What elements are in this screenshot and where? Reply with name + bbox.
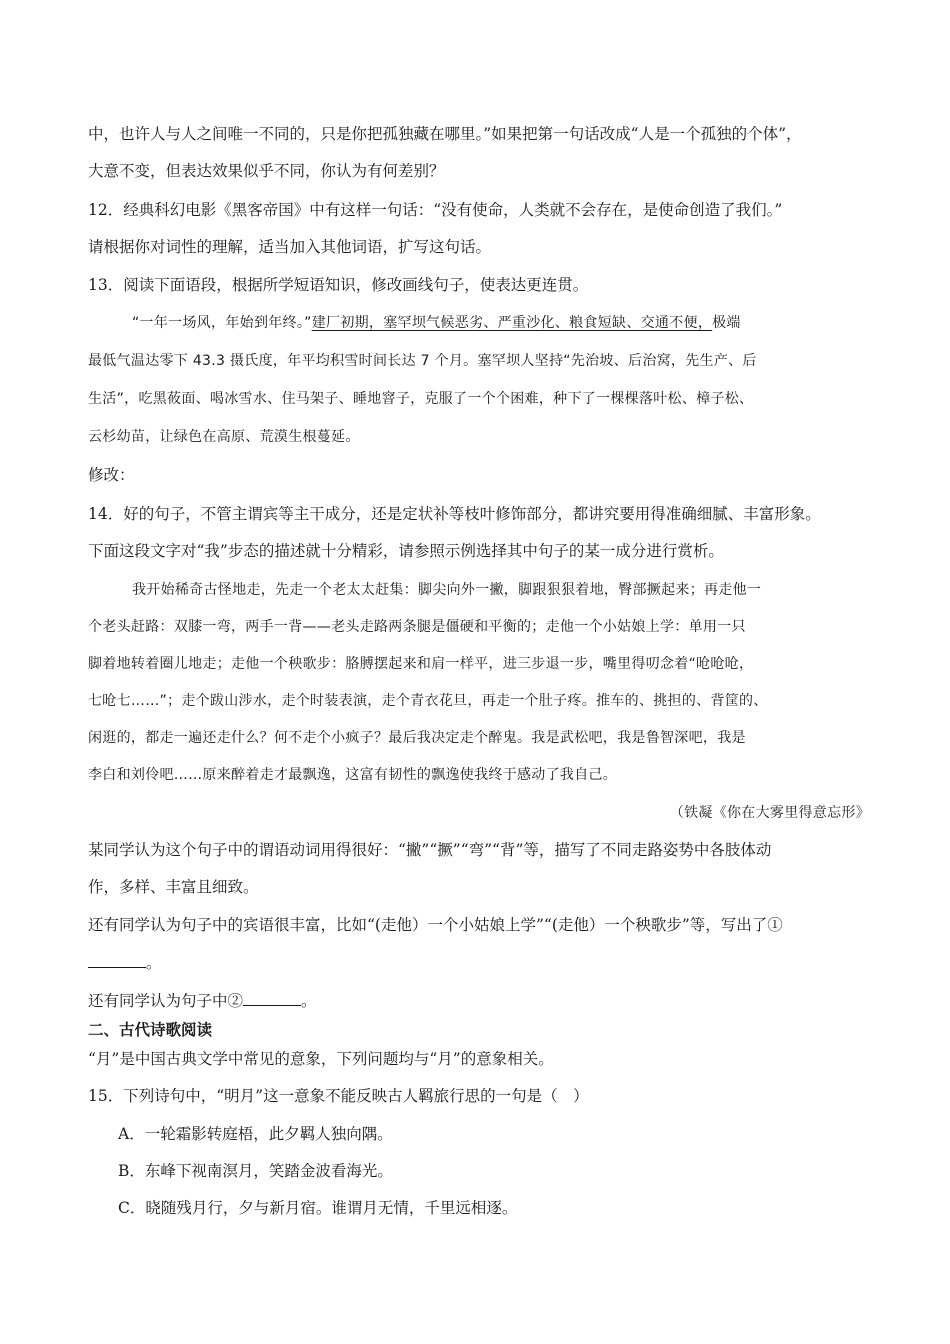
q14-passage-line-1: 我开始稀奇古怪地走，先走一个老太太赶集：脚尖向外一撇，脚跟狠狠着地，臀部撅起来；再走他一 <box>132 582 762 598</box>
q14-example-1-line-2: 作，多样、丰富且细致。 <box>88 878 259 896</box>
question-14-stem-2: 下面这段文字对“我”步态的描述就十分精彩，请参照示例选择其中句子的某一成分进行赏析。 <box>88 542 724 560</box>
example-3-prefix: 还有同学认为句子中② <box>88 992 244 1010</box>
q13-passage-tail: 极端 <box>712 315 741 331</box>
q14-example-2-line-1: 还有同学认为句子中的宾语很丰富，比如“(走他）一个小姑娘上学”“(走他）一个秧歌步”等，写出了① <box>88 916 783 934</box>
section-2-intro: “月”是中国古典文学中常见的意象，下列问题均与“月”的意象相关。 <box>88 1050 554 1068</box>
q14-passage-source: （铁凝《你在大雾里得意忘形》 <box>669 805 870 821</box>
answer-blank-2[interactable] <box>243 991 301 1006</box>
q15-option-b[interactable]: B．东峰下视南溟月，笑踏金波看海光。 <box>118 1162 393 1180</box>
blank-2-period: 。 <box>301 992 317 1010</box>
q15-option-c[interactable]: C．晓随残月行，夕与新月宿。谁谓月无情，千里远相逐。 <box>118 1199 518 1217</box>
q13-passage-line-2: 最低气温达零下 43.3 摄氏度，年平均积雪时间长达 7 个月。塞罕坝人坚持“先治坡、后治窝，先生产、后 <box>88 353 757 369</box>
answer-blank-1[interactable] <box>88 953 146 968</box>
question-15-stem: 15．下列诗句中，“明月”这一意象不能反映古人羁旅行思的一句是（ ） <box>88 1087 589 1105</box>
q13-underlined-sentence: 建厂初期，塞罕坝气候恶劣、严重沙化、粮食短缺、交通不便， <box>311 315 713 331</box>
question-13-stem: 13．阅读下面语段，根据所学短语知识，修改画线句子，使表达更连贯。 <box>88 276 589 294</box>
q14-passage-line-2: 个老头赶路：双膝一弯，两手一背——老头走路两条腿是僵硬和平衡的；走他一个小姑娘上学：单用一只 <box>88 619 746 635</box>
q13-passage-quote: “一年一场风，年始到年终。” <box>132 315 312 331</box>
intro-line-2: 大意不变，但表达效果似乎不同，你认为有何差别？ <box>88 162 445 180</box>
blank-1-period: 。 <box>146 954 162 972</box>
question-14-stem-1: 14．好的句子，不管主谓宾等主干成分，还是定状补等枝叶修饰部分，都讲究要用得准确细腻、丰富形象。 <box>88 505 821 523</box>
q13-passage-line-4: 云杉幼苗，让绿色在高原、荒漠生根蔓延。 <box>88 429 360 445</box>
section-2-title: 二、古代诗歌阅读 <box>88 1021 213 1039</box>
question-12-line-2: 请根据你对词性的理解，适当加入其他词语，扩写这句话。 <box>88 238 492 256</box>
q14-passage-line-4: 七呛七……”；走个跋山涉水，走个时装表演，走个青衣花旦，再走一个肚子疼。推车的、挑担的、背筐的、 <box>88 693 768 709</box>
q13-passage-line-3: 生活”，吃黑莜面、喝冰雪水、住马架子、睡地窨子，克服了一个个困难，种下了一棵棵落叶松、樟子松、 <box>88 391 754 407</box>
q14-passage-line-3: 脚着地转着圈儿地走；走他一个秧歌步：胳膊摆起来和肩一样平，进三步退一步，嘴里得叨念着“呛呛呛， <box>88 656 754 672</box>
q13-passage-line-1 <box>132 313 870 333</box>
q14-example-2-line-2 <box>88 953 870 973</box>
question-12-line-1: 12．经典科幻电影《黑客帝国》中有这样一句话：“没有使命，人类就不会存在，是使命创造了我们。” <box>88 201 783 219</box>
q14-example-3 <box>88 991 870 1011</box>
q15-option-a[interactable]: A．一轮霜影转庭梧，此夕羁人独向隅。 <box>118 1125 393 1143</box>
q13-revise-label: 修改： <box>88 466 135 484</box>
q14-passage-line-5: 闲逛的，都走一遍还走什么？何不走个小疯子？最后我决定走个醉鬼。我是武松吧，我是鲁智深吧，我是 <box>88 730 746 746</box>
intro-line-1: 中，也许人与人之间唯一不同的，只是你把孤独藏在哪里。”如果把第一句话改成“人是一个孤独的个体”， <box>88 125 802 143</box>
q14-passage-line-6: 李白和刘伶吧……原来醉着走才最飘逸，这富有韧性的飘逸使我终于感动了我自己。 <box>88 767 618 783</box>
q14-example-1-line-1: 某同学认为这个句子中的谓语动词用得很好：“撇”“撅”“弯”“背”等，描写了不同走路姿势中各肢体动 <box>88 841 772 859</box>
